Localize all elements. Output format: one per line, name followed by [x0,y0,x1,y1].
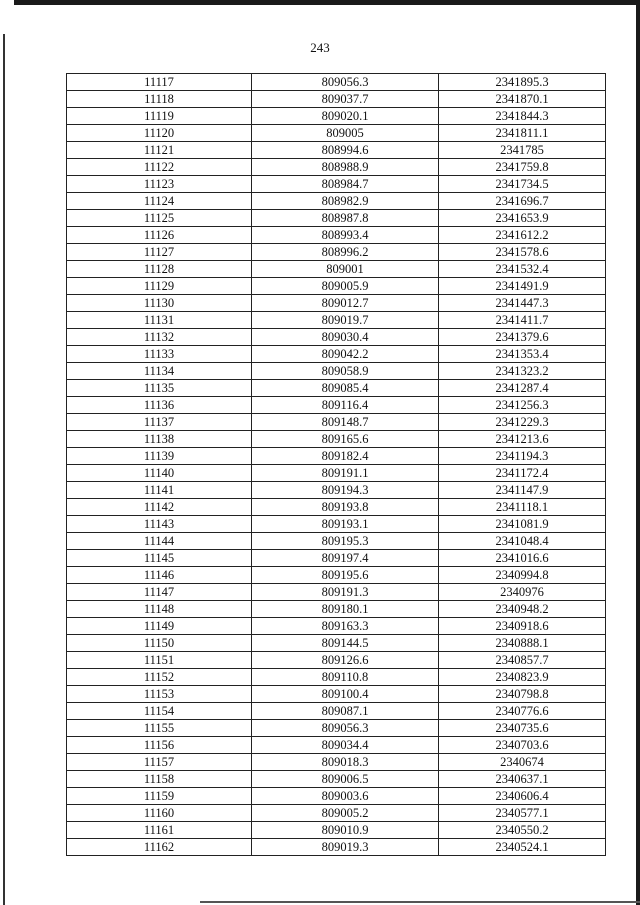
y-coordinate-cell: 2341844.3 [439,108,606,125]
y-coordinate-cell: 2340577.1 [439,805,606,822]
y-coordinate-cell: 2341287.4 [439,380,606,397]
y-coordinate-cell: 2340976 [439,584,606,601]
y-coordinate-cell: 2340550.2 [439,822,606,839]
y-coordinate-cell: 2340637.1 [439,771,606,788]
point-id-cell: 11122 [67,159,252,176]
x-coordinate-cell: 808988.9 [252,159,439,176]
y-coordinate-cell: 2341172.4 [439,465,606,482]
table-row [67,737,606,754]
point-id-cell: 11158 [67,771,252,788]
point-id-cell: 11123 [67,176,252,193]
x-coordinate-cell: 809058.9 [252,363,439,380]
point-id-cell: 11124 [67,193,252,210]
point-id-cell: 11125 [67,210,252,227]
x-coordinate-cell: 809020.1 [252,108,439,125]
table-row [67,618,606,635]
x-coordinate-cell: 808984.7 [252,176,439,193]
y-coordinate-cell: 2341895.3 [439,74,606,91]
x-coordinate-cell: 809193.1 [252,516,439,533]
x-coordinate-cell: 809126.6 [252,652,439,669]
table-row [67,822,606,839]
y-coordinate-cell: 2341256.3 [439,397,606,414]
y-coordinate-cell: 2340857.7 [439,652,606,669]
point-id-cell: 11136 [67,397,252,414]
y-coordinate-cell: 2341016.6 [439,550,606,567]
table-row [67,278,606,295]
y-coordinate-cell: 2341081.9 [439,516,606,533]
y-coordinate-cell: 2340994.8 [439,567,606,584]
x-coordinate-cell: 809195.3 [252,533,439,550]
x-coordinate-cell: 809163.3 [252,618,439,635]
x-coordinate-cell: 809193.8 [252,499,439,516]
table-row [67,601,606,618]
point-id-cell: 11161 [67,822,252,839]
table-row [67,329,606,346]
point-id-cell: 11137 [67,414,252,431]
table-row [67,193,606,210]
coordinate-table-body [67,74,606,856]
y-coordinate-cell: 2340948.2 [439,601,606,618]
y-coordinate-cell: 2340798.8 [439,686,606,703]
point-id-cell: 11118 [67,91,252,108]
point-id-cell: 11120 [67,125,252,142]
y-coordinate-cell: 2341785 [439,142,606,159]
table-row [67,295,606,312]
x-coordinate-cell: 809034.4 [252,737,439,754]
y-coordinate-cell: 2341353.4 [439,346,606,363]
point-id-cell: 11150 [67,635,252,652]
y-coordinate-cell: 2341696.7 [439,193,606,210]
table-row [67,652,606,669]
table-row [67,771,606,788]
table-row [67,686,606,703]
table-row [67,533,606,550]
point-id-cell: 11146 [67,567,252,584]
table-row [67,499,606,516]
point-id-cell: 11139 [67,448,252,465]
table-row [67,346,606,363]
y-coordinate-cell: 2341147.9 [439,482,606,499]
point-id-cell: 11127 [67,244,252,261]
x-coordinate-cell: 809110.8 [252,669,439,686]
x-coordinate-cell: 809085.4 [252,380,439,397]
point-id-cell: 11149 [67,618,252,635]
table-row [67,584,606,601]
table-row [67,550,606,567]
point-id-cell: 11162 [67,839,252,856]
y-coordinate-cell: 2340776.6 [439,703,606,720]
y-coordinate-cell: 2340606.4 [439,788,606,805]
y-coordinate-cell: 2341734.5 [439,176,606,193]
y-coordinate-cell: 2341379.6 [439,329,606,346]
coordinate-table [66,73,606,856]
table-row [67,363,606,380]
point-id-cell: 11117 [67,74,252,91]
point-id-cell: 11132 [67,329,252,346]
y-coordinate-cell: 2341653.9 [439,210,606,227]
table-row [67,431,606,448]
x-coordinate-cell: 809087.1 [252,703,439,720]
x-coordinate-cell: 808996.2 [252,244,439,261]
table-row [67,159,606,176]
point-id-cell: 11160 [67,805,252,822]
point-id-cell: 11148 [67,601,252,618]
scan-edge-top [14,0,640,5]
x-coordinate-cell: 809180.1 [252,601,439,618]
y-coordinate-cell: 2340674 [439,754,606,771]
y-coordinate-cell: 2340735.6 [439,720,606,737]
scan-edge-right [636,0,640,905]
point-id-cell: 11129 [67,278,252,295]
x-coordinate-cell: 809018.3 [252,754,439,771]
table-row [67,788,606,805]
x-coordinate-cell: 809005.2 [252,805,439,822]
point-id-cell: 11152 [67,669,252,686]
y-coordinate-cell: 2341411.7 [439,312,606,329]
y-coordinate-cell: 2341612.2 [439,227,606,244]
point-id-cell: 11140 [67,465,252,482]
y-coordinate-cell: 2341811.1 [439,125,606,142]
table-row [67,805,606,822]
x-coordinate-cell: 809019.7 [252,312,439,329]
x-coordinate-cell: 809019.3 [252,839,439,856]
x-coordinate-cell: 809005.9 [252,278,439,295]
table-row [67,74,606,91]
y-coordinate-cell: 2340524.1 [439,839,606,856]
table-row [67,703,606,720]
x-coordinate-cell: 809195.6 [252,567,439,584]
y-coordinate-cell: 2341194.3 [439,448,606,465]
table-row [67,380,606,397]
y-coordinate-cell: 2341118.1 [439,499,606,516]
table-row [67,414,606,431]
point-id-cell: 11155 [67,720,252,737]
x-coordinate-cell: 809012.7 [252,295,439,312]
y-coordinate-cell: 2341048.4 [439,533,606,550]
point-id-cell: 11121 [67,142,252,159]
x-coordinate-cell: 809010.9 [252,822,439,839]
point-id-cell: 11135 [67,380,252,397]
x-coordinate-cell: 809042.2 [252,346,439,363]
x-coordinate-cell: 809056.3 [252,74,439,91]
y-coordinate-cell: 2341870.1 [439,91,606,108]
x-coordinate-cell: 809165.6 [252,431,439,448]
point-id-cell: 11157 [67,754,252,771]
point-id-cell: 11145 [67,550,252,567]
table-row [67,516,606,533]
point-id-cell: 11143 [67,516,252,533]
point-id-cell: 11133 [67,346,252,363]
table-row [67,448,606,465]
y-coordinate-cell: 2340918.6 [439,618,606,635]
point-id-cell: 11154 [67,703,252,720]
y-coordinate-cell: 2341323.2 [439,363,606,380]
y-coordinate-cell: 2341229.3 [439,414,606,431]
point-id-cell: 11130 [67,295,252,312]
point-id-cell: 11128 [67,261,252,278]
table-row [67,482,606,499]
point-id-cell: 11119 [67,108,252,125]
scan-edge-left [3,34,5,905]
point-id-cell: 11159 [67,788,252,805]
x-coordinate-cell: 809191.3 [252,584,439,601]
y-coordinate-cell: 2340888.1 [439,635,606,652]
point-id-cell: 11144 [67,533,252,550]
x-coordinate-cell: 809003.6 [252,788,439,805]
table-row [67,227,606,244]
y-coordinate-cell: 2341213.6 [439,431,606,448]
y-coordinate-cell: 2341447.3 [439,295,606,312]
table-row [67,312,606,329]
x-coordinate-cell: 809030.4 [252,329,439,346]
x-coordinate-cell: 809056.3 [252,720,439,737]
point-id-cell: 11141 [67,482,252,499]
y-coordinate-cell: 2341578.6 [439,244,606,261]
table-row [67,754,606,771]
y-coordinate-cell: 2341491.9 [439,278,606,295]
point-id-cell: 11134 [67,363,252,380]
table-row [67,397,606,414]
point-id-cell: 11151 [67,652,252,669]
x-coordinate-cell: 809005 [252,125,439,142]
x-coordinate-cell: 809182.4 [252,448,439,465]
y-coordinate-cell: 2340703.6 [439,737,606,754]
x-coordinate-cell: 809006.5 [252,771,439,788]
scan-edge-bottom [200,901,640,903]
x-coordinate-cell: 808993.4 [252,227,439,244]
x-coordinate-cell: 809001 [252,261,439,278]
point-id-cell: 11153 [67,686,252,703]
x-coordinate-cell: 809148.7 [252,414,439,431]
x-coordinate-cell: 809116.4 [252,397,439,414]
point-id-cell: 11138 [67,431,252,448]
y-coordinate-cell: 2341532.4 [439,261,606,278]
table-row [67,125,606,142]
x-coordinate-cell: 809194.3 [252,482,439,499]
table-row [67,210,606,227]
table-row [67,669,606,686]
point-id-cell: 11156 [67,737,252,754]
table-row [67,635,606,652]
table-row [67,244,606,261]
point-id-cell: 11131 [67,312,252,329]
x-coordinate-cell: 809197.4 [252,550,439,567]
table-row [67,261,606,278]
table-row [67,567,606,584]
y-coordinate-cell: 2341759.8 [439,159,606,176]
table-row [67,176,606,193]
table-row [67,91,606,108]
table-row [67,839,606,856]
x-coordinate-cell: 809144.5 [252,635,439,652]
x-coordinate-cell: 808982.9 [252,193,439,210]
x-coordinate-cell: 809037.7 [252,91,439,108]
table-row [67,465,606,482]
table-row [67,108,606,125]
point-id-cell: 11142 [67,499,252,516]
y-coordinate-cell: 2340823.9 [439,669,606,686]
point-id-cell: 11126 [67,227,252,244]
table-row [67,720,606,737]
table-row [67,142,606,159]
x-coordinate-cell: 809191.1 [252,465,439,482]
page-number: 243 [310,40,330,55]
x-coordinate-cell: 808987.8 [252,210,439,227]
x-coordinate-cell: 808994.6 [252,142,439,159]
point-id-cell: 11147 [67,584,252,601]
x-coordinate-cell: 809100.4 [252,686,439,703]
